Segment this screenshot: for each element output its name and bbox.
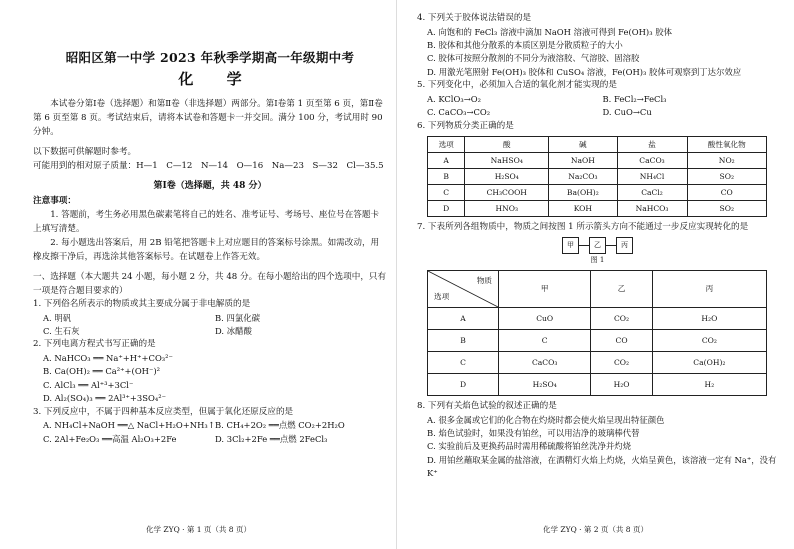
- table-header-cell: 酸性氧化物: [687, 137, 766, 153]
- question-3: [33, 406, 387, 446]
- option-d: D. 用铂丝蘸取某金属的盐溶液，在酒精灯火焰上灼烧，火焰呈黄色，该溶液一定有 Na⁺，没有 K⁺: [427, 454, 777, 479]
- table-row: [428, 374, 767, 396]
- header-substance: 物质: [476, 276, 492, 285]
- question-5: [417, 79, 778, 119]
- option-c: C. 2Al+Fe₂O₃ ══高温 Al₂O₃+2Fe: [43, 433, 177, 444]
- table-cell: HNO₃: [465, 201, 549, 217]
- option-d: D. 冰醋酸: [215, 326, 252, 336]
- option-c: C. 生石灰: [43, 326, 80, 336]
- option-c: C. CaCO₃→CO₂: [427, 107, 491, 118]
- conversion-figure: [417, 237, 778, 255]
- option-d: D. Al₂(SO₄)₃ ══ 2Al³⁺+3SO₄²⁻: [43, 393, 167, 404]
- question-stem: 4. 下列关于胶体说法错误的是: [417, 13, 532, 23]
- option-b: B. FeCl₂→FeCl₃: [602, 93, 667, 104]
- table-cell: CaCl₂: [617, 185, 687, 201]
- notes-title: 注意事项：: [33, 196, 76, 206]
- question-1: [33, 298, 387, 338]
- exam-title: 昭阳区第一中学 2023 年秋季学期高一年级期中考: [65, 50, 355, 65]
- table-cell: A: [428, 308, 499, 330]
- page-1-footer: 化学 ZYQ · 第 1 页（共 8 页）: [146, 525, 251, 534]
- question-4: [417, 12, 778, 79]
- page-2: [397, 0, 794, 549]
- table-row: [428, 330, 767, 352]
- table-cell: CaCO₃: [499, 352, 591, 374]
- table-cell: NaHCO₃: [617, 201, 687, 217]
- figure-box-yi: 乙: [589, 237, 606, 255]
- option-b: B. 四氯化碳: [215, 312, 260, 323]
- table-cell: NaHSO₄: [465, 153, 549, 169]
- table-cell: CO: [687, 185, 766, 201]
- option-a: A. 明矾: [43, 312, 72, 323]
- figure-box-jia: 甲: [562, 237, 579, 255]
- table-cell: H₂SO₄: [465, 169, 549, 185]
- option-c: C. 胶体可按照分散剂的不同分为液溶胶、气溶胶、固溶胶: [427, 53, 640, 64]
- question-stem: 1. 下列俗名所表示的物质或其主要成分属于非电解质的是: [33, 299, 251, 309]
- table-cell: CO₂: [591, 308, 652, 330]
- question-stem: 7. 下表所列各组物质中，物质之间按图 1 所示箭头方向不能通过一步反应实现转化的是: [417, 222, 749, 233]
- table-header-cell: 盐: [617, 137, 687, 153]
- header-option: 选项: [434, 292, 450, 302]
- table-cell: C: [499, 330, 591, 352]
- table-cell: C: [428, 185, 465, 201]
- question-8: [417, 400, 778, 481]
- atomic-masses: 可能用到的相对原子质量：H—1 C—12 N—14 O—16 Na—23 S—32 Cl—35.5: [33, 161, 384, 171]
- table-cell: H₂O: [652, 308, 766, 330]
- question-stem: 6. 下列物质分类正确的是: [417, 120, 514, 131]
- option-a: A. KClO₃→O₂: [427, 93, 481, 104]
- question-stem: 8. 下列有关焰色试验的叙述正确的是: [417, 401, 557, 411]
- table-header-row: [428, 137, 767, 153]
- table-cell: CaCO₃: [617, 153, 687, 169]
- exam-intro: 本试卷分第Ⅰ卷（选择题）和第Ⅱ卷（非选择题）两部分。第Ⅰ卷第 1 页至第 6 页，第Ⅱ卷第 6 页至第 8 页。考试结束后，请将本试卷和答题卡一并交回。满分 100 分，考试用时 90 分钟。: [33, 99, 383, 137]
- option-a: A. NH₄Cl+NaOH ══△ NaCl+H₂O+NH₃↑: [43, 420, 215, 431]
- table-cell: SO₂: [687, 201, 766, 217]
- table-cell: B: [428, 330, 499, 352]
- table-header-cell: 酸: [465, 137, 549, 153]
- part-1-heading: 一、选择题（本大题共 24 小题，每小题 2 分，共 48 分。在每小题给出的四个选项中，只有一项是符合题目要求的）: [33, 272, 387, 296]
- table-cell: NaOH: [549, 153, 617, 169]
- table-header-row: [428, 271, 767, 308]
- option-a: A. 很多金属或它们的化合物在灼烧时都会使火焰呈现出特征颜色: [427, 414, 665, 425]
- table-row: [428, 185, 767, 201]
- option-a: A. 向饱和的 FeCl₃ 溶液中滴加 NaOH 溶液可得到 Fe(OH)₃ 胶体: [427, 26, 672, 37]
- table-cell: NH₄Cl: [617, 169, 687, 185]
- option-c: C. AlCl₃ ══ Al⁺³+3Cl⁻: [43, 379, 134, 390]
- option-b: B. CH₄+2O₂ ══点燃 CO₂+2H₂O: [215, 420, 345, 431]
- option-d: D. CuO→Cu: [602, 107, 652, 118]
- table-cell: A: [428, 153, 465, 169]
- table-cell: B: [428, 169, 465, 185]
- table-cell: Ca(OH)₂: [652, 352, 766, 374]
- page-2-footer: 化学 ZYQ · 第 2 页（共 8 页）: [543, 525, 648, 534]
- question-stem: 3. 下列反应中，不属于四种基本反应类型，但属于氧化还原反应的是: [33, 406, 294, 417]
- table-row: [428, 201, 767, 217]
- question-7: [417, 221, 778, 396]
- table-cell: NO₂: [687, 153, 766, 169]
- table-cell: CO₂: [652, 330, 766, 352]
- table-cell: D: [428, 201, 465, 217]
- option-b: B. Ca(OH)₂ ══ Ca²⁺+(OH⁻)²: [43, 366, 161, 377]
- data-note: 以下数据可供解题时参考。: [33, 147, 137, 157]
- diagonal-header-cell: [428, 271, 499, 308]
- option-d: D. 3Cl₂+2Fe ══点燃 2FeCl₃: [215, 433, 328, 444]
- table-row: [428, 308, 767, 330]
- question-6: [417, 120, 778, 218]
- table-cell: C: [428, 352, 499, 374]
- table-cell: H₂O: [591, 374, 652, 396]
- table-header-cell: 碱: [549, 137, 617, 153]
- table-cell: SO₂: [687, 169, 766, 185]
- figure-arrow: [606, 245, 616, 246]
- table-header-cell: 选项: [428, 137, 465, 153]
- table-row: [428, 153, 767, 169]
- table-cell: CO: [591, 330, 652, 352]
- table-cell: Ba(OH)₂: [549, 185, 617, 201]
- option-d: D. 用激光笔照射 Fe(OH)₃ 胶体和 CuSO₄ 溶液，Fe(OH)₃ 胶体可观察到丁达尔效应: [427, 66, 742, 77]
- option-c: C. 实验前后及更换药品时需用稀硫酸将铂丝洗净并灼烧: [427, 441, 632, 452]
- note-1: 1. 答题前，考生务必用黑色碳素笔将自己的姓名、准考证号、考场号、座位号在答题卡上填写清楚。: [33, 210, 380, 234]
- table-header-cell: 甲: [499, 271, 591, 308]
- table-cell: Na₂CO₃: [549, 169, 617, 185]
- classification-table: [427, 136, 767, 217]
- table-cell: H₂: [652, 374, 766, 396]
- exam-subject: 化 学: [178, 70, 256, 88]
- question-stem: 5. 下列变化中，必须加入合适的氧化剂才能实现的是: [417, 80, 617, 91]
- note-2: 2. 每小题选出答案后，用 2B 铅笔把答题卡上对应题目的答案标号涂黑。如需改动，用橡皮擦干净后，再选涂其他答案标号。在试题卷上作答无效。: [33, 238, 380, 262]
- figure-box-bing: 丙: [616, 237, 633, 255]
- question-stem: 2. 下列电离方程式书写正确的是: [33, 339, 156, 350]
- table-header-cell: 乙: [591, 271, 652, 308]
- table-cell: KOH: [549, 201, 617, 217]
- table-cell: CuO: [499, 308, 591, 330]
- option-b: B. 焰色试验时，如果没有铂丝，可以用洁净的玻璃棒代替: [427, 428, 640, 438]
- table-row: [428, 169, 767, 185]
- table-cell: H₂SO₄: [499, 374, 591, 396]
- option-b: B. 胶体和其他分散系的本质区别是分散质粒子的大小: [427, 40, 623, 50]
- table-header-cell: 丙: [652, 271, 766, 308]
- conversion-table: [427, 270, 767, 396]
- figure-arrow: [579, 245, 589, 246]
- table-row: [428, 352, 767, 374]
- table-cell: CH₃COOH: [465, 185, 549, 201]
- figure-label: 图 1: [590, 256, 605, 265]
- question-2: [33, 338, 387, 405]
- option-a: A. NaHCO₃ ══ Na⁺+H⁺+CO₃²⁻: [43, 353, 173, 363]
- section-1-heading: 第Ⅰ卷（选择题，共 48 分）: [153, 181, 267, 191]
- table-cell: D: [428, 374, 499, 396]
- table-cell: CO₂: [591, 352, 652, 374]
